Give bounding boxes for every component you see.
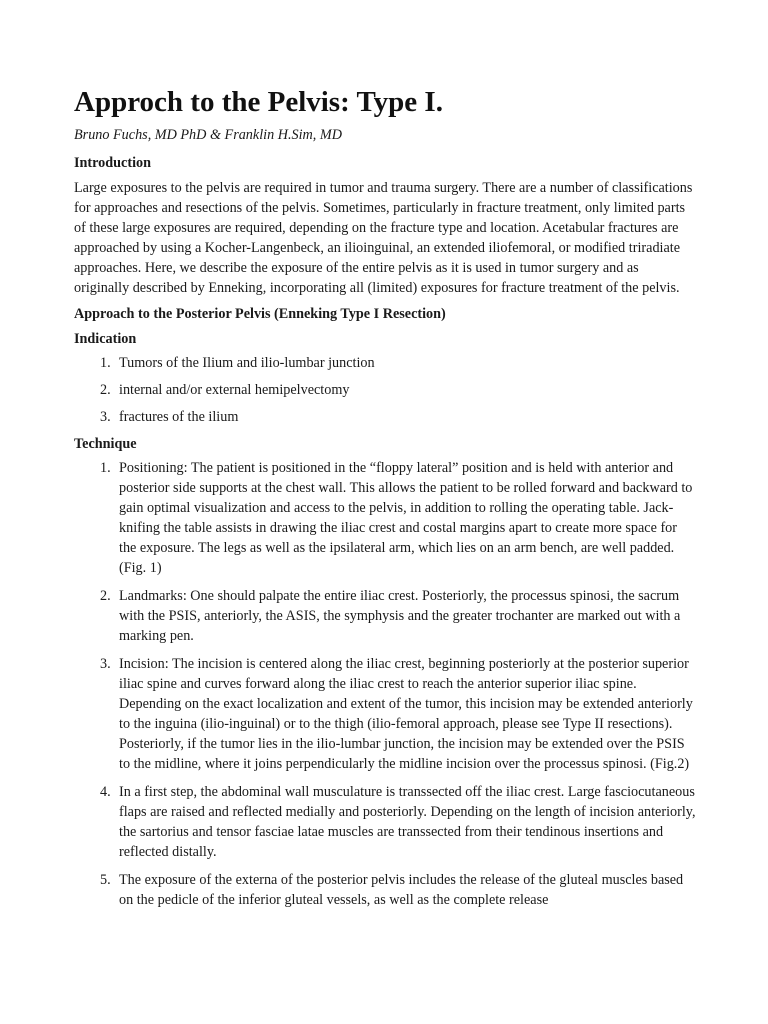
list-item-number: 1.: [100, 460, 111, 476]
list-item: [74, 380, 696, 400]
list-item-number: 2.: [100, 588, 111, 604]
list-item-text: In a first step, the abdominal wall musculature is transsected off the iliac crest. Large fasciocutaneous flaps are raised and reflected medially and posteriorly. Depending on the length of incision anteriorly, the sartorius and tensor fasciae latae muscles are transsected from their tendinous insertions and reflected distally.: [119, 784, 696, 860]
introduction-paragraph: Large exposures to the pelvis are required in tumor and trauma surgery. There are a number of classifications for approaches and resections of the pelvis. Sometimes, particularly in fracture treatment, only limited parts of these large exposures are required, depending on the fracture type and location. Acetabular fractures are approached by using a Kocher-Langenbeck, an ilioinguinal, an extended iliofemoral, or modified triradiate approaches. Here, we describe the exposure of the entire pelvis as it is used in tumor surgery and as originally described by Enneking, incorporating all (limited) exposures for fracture treatment of the pelvis.: [74, 180, 693, 296]
list-item-number: 5.: [100, 872, 111, 888]
list-item-number: 3.: [100, 409, 111, 425]
document-title: Approch to the Pelvis: Type I.: [74, 86, 443, 118]
technique-list: [74, 458, 696, 910]
list-item: [74, 586, 696, 646]
list-item-number: 1.: [100, 355, 111, 371]
list-item: [74, 458, 696, 578]
list-item-text: The exposure of the externa of the posterior pelvis includes the release of the gluteal muscles based on the pedicle of the inferior gluteal vessels, as well as the complete release: [119, 872, 684, 908]
list-item-text: Positioning: The patient is positioned in the “floppy lateral” position and is held with anterior and posterior side supports at the chest wall. This allows the patient to be rolled forward and backward to gain optimal visualization and access to the pelvis, in addition to rolling the operating table. Jack-knifing the table assists in drawing the iliac crest and costal margins apart to create more space for the exposure. The legs as well as the ipsilateral arm, which lies on an arm bench, are well padded. (Fig. 1): [119, 460, 693, 576]
document-content: [74, 84, 696, 910]
document-authors: Bruno Fuchs, MD PhD & Franklin H.Sim, MD: [74, 127, 342, 143]
list-item: [74, 353, 696, 373]
list-item-text: fractures of the ilium: [119, 409, 239, 425]
list-item-number: 4.: [100, 784, 111, 800]
approach-heading: Approach to the Posterior Pelvis (Enneking Type I Resection): [74, 306, 446, 322]
list-item: [74, 870, 696, 910]
list-item-number: 3.: [100, 656, 111, 672]
list-item-number: 2.: [100, 382, 111, 398]
list-item-text: Incision: The incision is centered along the iliac crest, beginning posteriorly at the posterior superior iliac spine and curves forward along the iliac crest to reach the anterior superior iliac spine. Depending on the exact localization and extent of the tumor, this incision may be extended anteriorly to the inguina (ilio-inguinal) or to the thigh (ilio-femoral approach, please see Type II resections). Posteriorly, if the tumor lies in the ilio-lumbar junction, the incision may be extended over the PSIS to the midline, where it joins perpendicularly the midline incision over the processus spinosi. (Fig.2): [119, 656, 693, 772]
list-item: [74, 654, 696, 774]
indication-list: [74, 353, 696, 427]
list-item-text: internal and/or external hemipelvectomy: [119, 382, 350, 398]
list-item: [74, 782, 696, 862]
technique-heading: Technique: [74, 436, 137, 452]
list-item-text: Landmarks: One should palpate the entire iliac crest. Posteriorly, the processus spinosi, the sacrum with the PSIS, anteriorly, the ASIS, the symphysis and the greater trochanter are marked out with a marking pen.: [119, 588, 681, 644]
indication-heading: Indication: [74, 331, 137, 347]
list-item: [74, 407, 696, 427]
introduction-heading: Introduction: [74, 155, 151, 171]
list-item-text: Tumors of the Ilium and ilio-lumbar junction: [119, 355, 375, 371]
